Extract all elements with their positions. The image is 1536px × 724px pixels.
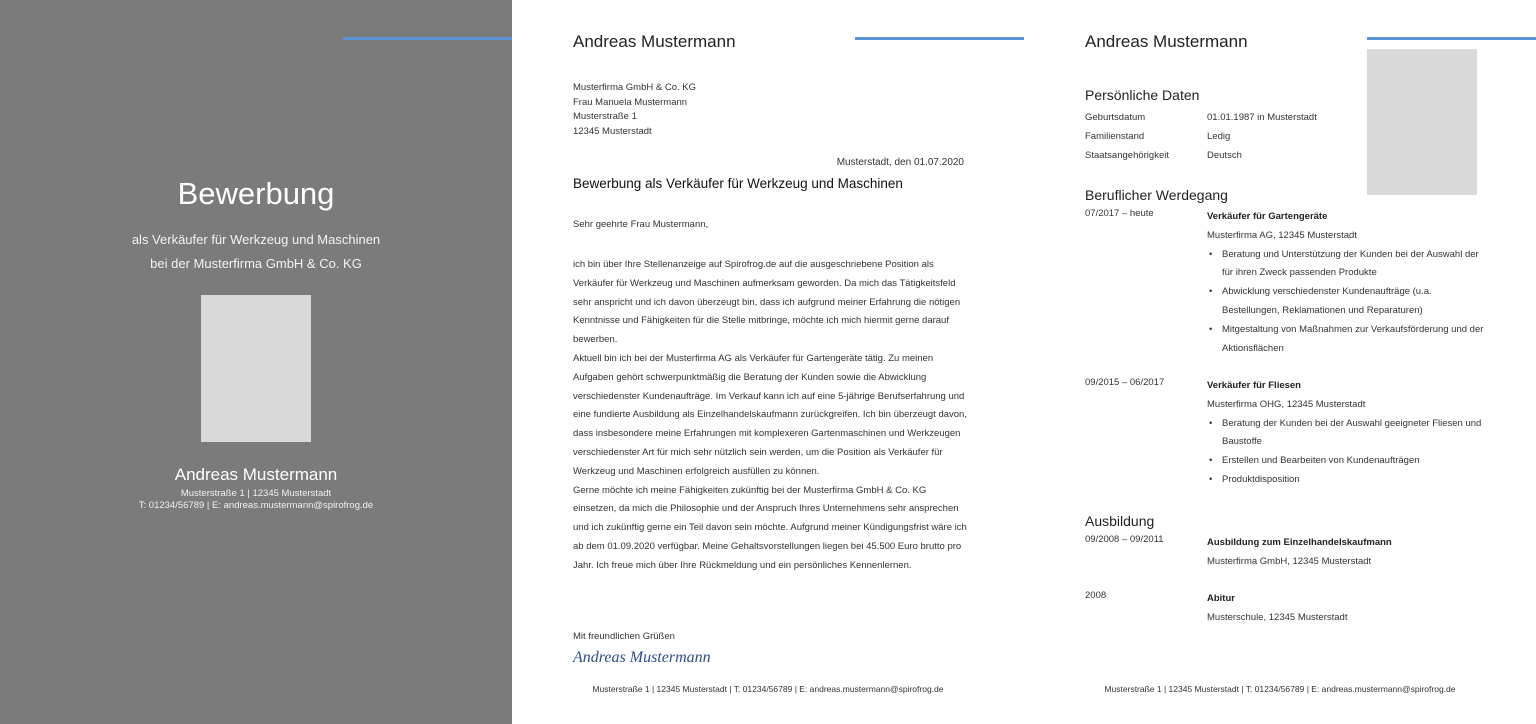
cv-footer: Musterstraße 1 | 12345 Musterstadt | T: 01234/56789 | E: andreas.mustermann@spirofrog.de — [1104, 684, 1456, 694]
education-title: Abitur — [1207, 593, 1235, 604]
job-company: Musterfirma OHG, 12345 Musterstadt — [1207, 398, 1366, 410]
cover-contact: T: 01234/56789 | E: andreas.mustermann@spirofrog.de — [138, 500, 374, 511]
letter-paragraph: ich bin über Ihre Stellenanzeige auf Spirofrog.de auf die ausgeschriebene Position als Verkäufer für Werkzeug und Maschinen aufmerksam geworden. Da mich das Tätigkeitsfeld sehr anspricht und ich davon überzeugt bin, dass ich aufgrund meiner Erfahrung die nötigen Kenntnisse und Fähigkeiten für die Stelle mitbringe, möchte ich mich hiermit gerne darauf bewerben. — [573, 259, 961, 346]
letter-date: Musterstadt, den 01.07.2020 — [836, 157, 964, 168]
cover-letter-page — [512, 0, 1024, 724]
recipient-line: Musterstraße 1 — [573, 111, 637, 122]
job-task: • Mitgestaltung von Maßnahmen zur Verkaufsförderung und der Aktionsflächen — [1207, 321, 1487, 359]
job-task: • Produktdisposition — [1207, 471, 1487, 490]
job-title: Verkäufer für Gartengeräte — [1207, 211, 1328, 222]
career-period: 07/2017 – heute — [1085, 208, 1154, 219]
letter-paragraph: Aktuell bin ich bei der Musterfirma AG als Verkäufer für Gartengeräte tätig. Zu meinen Aufgaben gehört schwerpunktmäßig die Beratung der Kunden sowie die Abwicklung verschiedenster Kundenaufträge. Im Verkauf kann ich auf eine 5-jährige Berufserfahrung und eine fundierte Ausbildung als Einzelhandelskaufmann zurückgreifen. Ich bin überzeugt davon, dass insbesondere meine Erfahrungen mit komplexeren Gartenmaschinen und Werkzeugen verschiedenster Art für mich sehr nützlich sein werden, um die Position als Verkäufer für Werkzeug und Maschinen erfolgreich ausfüllen zu können. — [573, 352, 967, 477]
letter-footer: Musterstraße 1 | 12345 Musterstadt | T: 01234/56789 | E: andreas.mustermann@spirofrog.de — [592, 684, 944, 694]
job-title: Verkäufer für Fliesen — [1207, 380, 1301, 391]
cover-accent-line — [343, 37, 512, 40]
recipient-address — [573, 81, 696, 139]
letter-paragraph: Gerne möchte ich meine Fähigkeiten zukünftig bei der Musterfirma GmbH & Co. KG einsetzen, da mich die Philosophie und der Anspruch Ihres Unternehmens sehr ansprechen und ich zukünftig gerne ein Teil davon sein möchte. Aufgrund meiner Kündigungsfrist wäre ich ab dem 01.09.2020 verfügbar. Meine Gehaltsvorstellungen liegen bei 45.500 Euro brutto pro Jahr. Ich freue mich über Ihre Rückmeldung und ein persönliches Kennenlernen. — [573, 484, 967, 571]
personal-label: Geburtsdatum — [1085, 112, 1146, 123]
letter-subject: Bewerbung als Verkäufer für Werkzeug und Maschinen — [573, 176, 903, 191]
job-task: • Abwicklung verschiedenster Kundenaufträge (u.a. Bestellungen, Reklamationen und Reparaturen) — [1207, 283, 1487, 321]
education-period: 09/2008 – 09/2011 — [1085, 534, 1164, 545]
education-details — [1207, 590, 1487, 628]
section-title-education: Ausbildung — [1085, 513, 1155, 529]
section-title-personal: Persönliche Daten — [1085, 87, 1200, 103]
personal-value: Ledig — [1207, 131, 1231, 142]
education-period: 2008 — [1085, 590, 1107, 601]
job-tasks — [1207, 246, 1487, 359]
job-company: Musterfirma AG, 12345 Musterstadt — [1207, 229, 1357, 241]
personal-row — [1085, 131, 1485, 149]
cv-header-name: Andreas Mustermann — [1085, 32, 1248, 51]
cover-applicant-name: Andreas Mustermann — [174, 465, 338, 484]
recipient-line: 12345 Musterstadt — [573, 125, 652, 137]
job-task: • Beratung und Unterstützung der Kunden bei der Auswahl der für ihren Zweck passenden Produkte — [1207, 246, 1487, 284]
job-tasks — [1207, 415, 1487, 490]
section-title-career: Beruflicher Werdegang — [1085, 187, 1228, 203]
recipient-line: Frau Manuela Mustermann — [573, 96, 688, 108]
job-task: • Beratung der Kunden bei der Auswahl geeigneter Fliesen und Baustoffe — [1207, 415, 1487, 453]
personal-label: Familienstand — [1085, 131, 1145, 142]
job-task: • Erstellen und Bearbeiten von Kundenaufträgen — [1207, 452, 1487, 471]
cover-title: Bewerbung — [177, 176, 335, 211]
cv-accent-line — [1367, 37, 1536, 40]
career-details — [1207, 377, 1487, 490]
letter-body — [573, 256, 968, 576]
letter-salutation: Sehr geehrte Frau Mustermann, — [573, 219, 709, 230]
personal-row — [1085, 150, 1485, 168]
personal-value: Deutsch — [1207, 150, 1242, 161]
career-details — [1207, 208, 1487, 358]
cover-address: Musterstraße 1 | 12345 Musterstadt — [180, 488, 332, 499]
education-details — [1207, 534, 1487, 572]
cover-subtitle-company: bei der Musterfirma GmbH & Co. KG — [150, 256, 362, 271]
education-place: Musterschule, 12345 Musterstadt — [1207, 611, 1348, 623]
letter-accent-line — [855, 37, 1024, 40]
personal-row — [1085, 112, 1485, 130]
letter-header-name: Andreas Mustermann — [573, 32, 736, 51]
signature: Andreas Mustermann — [573, 649, 711, 666]
letter-closing: Mit freundlichen Grüßen — [573, 631, 675, 642]
personal-value: 01.01.1987 in Musterstadt — [1207, 112, 1317, 123]
education-title: Ausbildung zum Einzelhandelskaufmann — [1207, 537, 1392, 548]
cover-page — [0, 0, 512, 724]
education-place: Musterfirma GmbH, 12345 Musterstadt — [1207, 555, 1372, 567]
personal-label: Staatsangehörigkeit — [1085, 150, 1169, 161]
recipient-line: Musterfirma GmbH & Co. KG — [573, 82, 696, 93]
cover-photo-placeholder — [201, 295, 311, 442]
career-period: 09/2015 – 06/2017 — [1085, 377, 1165, 388]
cover-subtitle-position: als Verkäufer für Werkzeug und Maschinen — [131, 232, 381, 247]
cv-page — [1024, 0, 1536, 724]
